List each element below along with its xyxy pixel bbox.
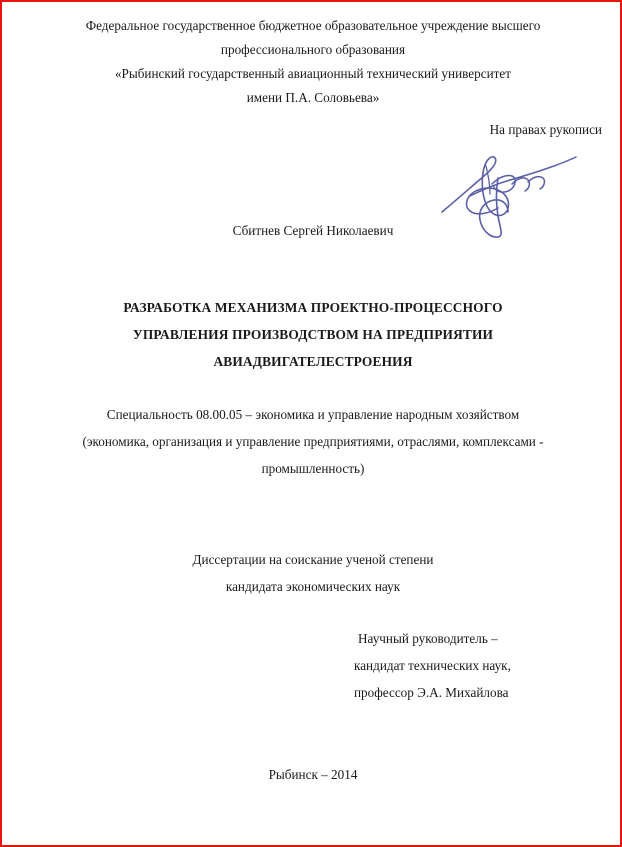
specialty-line-2: (экономика, организация и управление предприятиями, отраслями, комплексами - xyxy=(82,434,544,449)
institution-line-1: Федеральное государственное бюджетное образовательное учреждение высшего xyxy=(85,18,541,33)
institution-header xyxy=(2,14,622,110)
supervisor-line-2: кандидат технических наук, xyxy=(354,658,511,673)
institution-line-4: имени П.А. Соловьева» xyxy=(246,90,380,105)
title-line-3: АВИАДВИГАТЕЛЕСТРОЕНИЯ xyxy=(213,354,413,369)
title-line-1: РАЗРАБОТКА МЕХАНИЗМА ПРОЕКТНО-ПРОЦЕССНОГО xyxy=(123,300,503,315)
supervisor-block xyxy=(354,625,604,706)
dissertation-title xyxy=(63,294,563,375)
manuscript-rights-note: На правах рукописи xyxy=(489,122,602,137)
specialty-line-3: промышленность) xyxy=(261,461,365,476)
institution-line-2: профессионального образования xyxy=(220,42,406,57)
author-name: Сбитнев Сергей Николаевич xyxy=(232,223,394,238)
degree-block xyxy=(2,546,622,600)
degree-line-1: Диссертации на соискание ученой степени xyxy=(192,552,434,567)
title-line-2: УПРАВЛЕНИЯ ПРОИЗВОДСТВОМ НА ПРЕДПРИЯТИИ xyxy=(132,327,494,342)
institution-line-3: «Рыбинский государственный авиационный технический университет xyxy=(114,66,512,81)
place-and-year: Рыбинск – 2014 xyxy=(268,767,358,782)
degree-line-2: кандидата экономических наук xyxy=(225,579,401,594)
supervisor-line-1: Научный руководитель – xyxy=(358,631,498,646)
specialty-block xyxy=(33,401,593,482)
supervisor-line-3: профессор Э.А. Михайлова xyxy=(354,685,509,700)
specialty-line-1: Специальность 08.00.05 – экономика и управление народным хозяйством xyxy=(106,407,520,422)
